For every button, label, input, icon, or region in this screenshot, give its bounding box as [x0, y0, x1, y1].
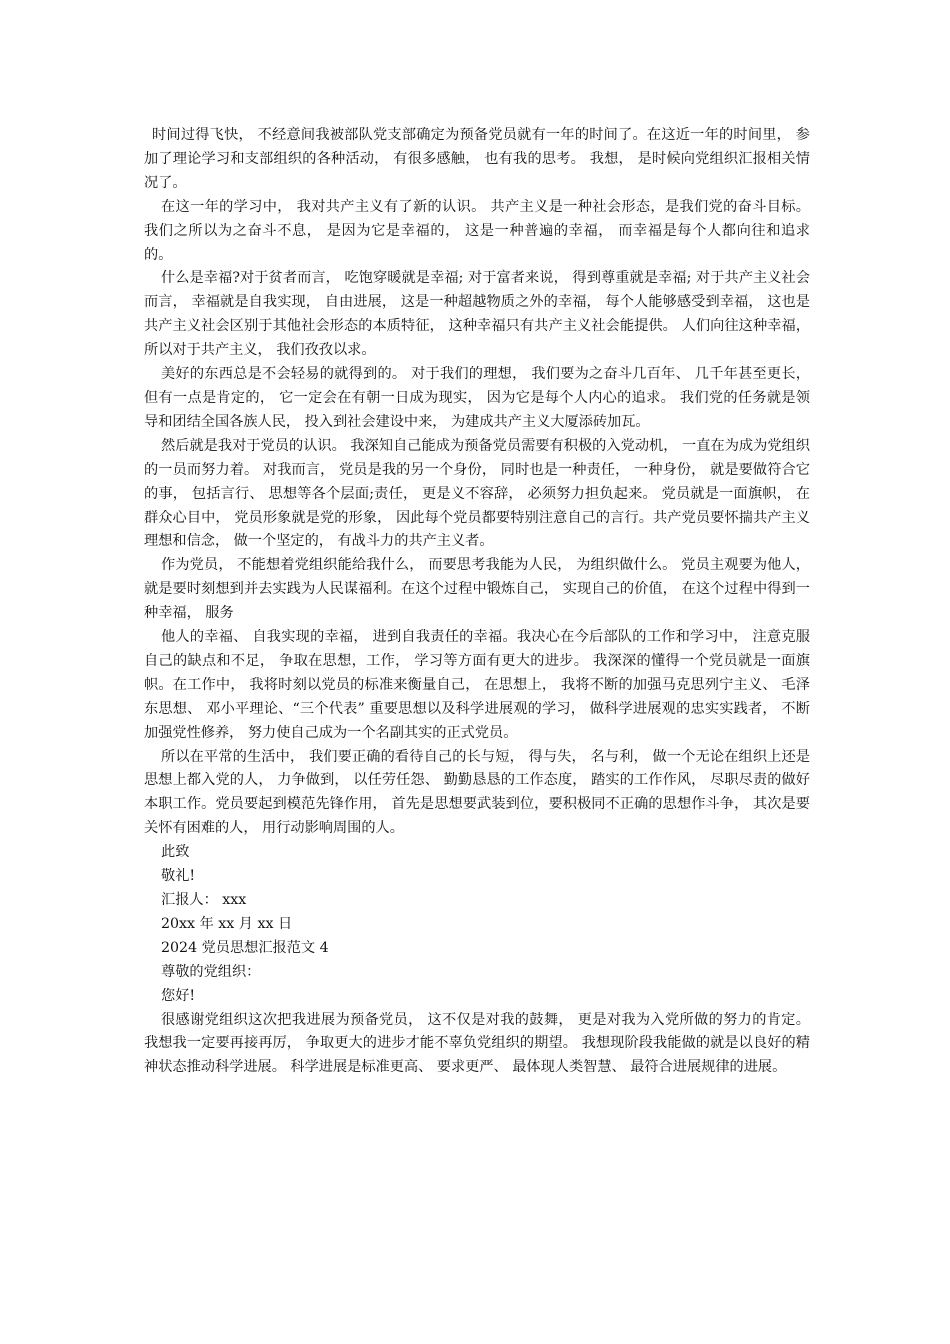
date-line: 20xx 年 xx 月 xx 日	[161, 915, 293, 932]
paragraph-communism: 在这一年的学习中， 我对共产主义有了新的认识。 共产主义是一种社会形态，是我们党的奋斗目标。 我们之所以为之奋斗不息， 是因为它是幸福的， 这是一种普遍的幸福， 而幸福是每个人都向往和追求的。	[144, 198, 810, 263]
paragraph-party-member: 然后就是我对于党员的认识。 我深知自己能成为预备党员需要有积极的入党动机， 一直在为成为党组织的一员而努力着。 对我而言， 党员是我的另一个身份， 同时也是一种责任， 一种身份， 就是要做符合它的事， 包括言行、 思想等各个层面;责任， 更是义不容辞， 必须努力担负起来。 党员就是一面旗帜， 在群众心目中， 党员形象就是党的形象， 因此每个党员都要特别注意自己的言行。共产党员要怀揣共产主义理想和信念， 做一个坚定的， 有战斗力的共产主义者。	[144, 437, 810, 550]
reporter-line: 汇报人： xxx	[161, 892, 247, 908]
paragraph-serve: 作为党员， 不能想着党组织能给我什么， 而要思考我能为人民， 为组织做什么。 党员主观要为他人， 就是要时刻想到并去实践为人民谋福利。在这个过程中锻炼自己， 实现自己的价值， 在这个过程中得到一种幸福， 服务	[144, 557, 810, 622]
paragraph-intro: 时间过得飞快， 不经意间我被部队党支部确定为预备党员就有一年的时间了。在这近一年的时间里， 参加了理论学习和支部组织的各种活动， 有很多感触， 也有我的思考。 我想， 是时候向党组织汇报相关情况了。	[144, 127, 810, 191]
paragraph-happiness: 什么是幸福?对于贫者而言， 吃饱穿暖就是幸福; 对于富者来说， 得到尊重就是幸福; 对于共产主义社会而言， 幸福就是自我实现， 自由进展， 这是一种超越物质之外的幸福， 每个人能够感受到幸福， 这也是共产主义社会区别于其他社会形态的本质特征， 这种幸福只有共产主义社会能提供。 人们向往这种幸福， 所以对于共产主义， 我们孜孜以求。	[144, 270, 810, 359]
closing-respect: 敬礼!	[161, 868, 196, 885]
paragraph-thanks: 很感谢党组织这次把我进展为预备党员， 这不仅是对我的鼓舞， 更是对我为入党所做的努力的肯定。 我想我一定要再接再厉， 争取更大的进步才能不辜负党组织的期望。 我想现阶段我能做的就是以良好的精神状态推动科学进展。 科学进展是标准更高、 要求更严、 最体现人类智慧、 最符合进展规律的进展。	[144, 1011, 810, 1076]
greeting-addressee: 尊敬的党组织：	[161, 963, 261, 980]
paragraph-ideal: 美好的东西总是不会轻易的就得到的。 对于我们的理想， 我们要为之奋斗几百年、 几千年甚至更长， 但有一点是肯定的， 它一定会在有朝一日成为现实， 因为它是每个人内心的追求。 我们党的任务就是领导和团结全国各族人民， 投入到社会建设中来， 为建成共产主义大厦添砖加瓦。	[144, 366, 810, 430]
paragraph-daily-life: 所以在平常的生活中， 我们要正确的看待自己的长与短， 得与失， 名与利， 做一个无论在组织上还是思想上都入党的人， 力争做到， 以任劳任怨、 勤勤恳恳的工作态度， 踏实的工作作风， 尽职尽责的做好本职工作。党员要起到模范先锋作用， 首先是思想要武装到位，要积极同不正确的思想作斗争， 其次是要关怀有困难的人， 用行动影响周围的人。	[144, 748, 810, 837]
document-body	[144, 124, 810, 1080]
section-title: 2024 党员思想汇报范文 4	[161, 939, 329, 956]
greeting-hello: 您好!	[161, 987, 196, 1004]
paragraph-resolve: 他人的幸福、 自我实现的幸福， 进到自我责任的幸福。我决心在今后部队的工作和学习中， 注意克服自己的缺点和不足， 争取在思想，工作， 学习等方面有更大的进步。 我深深的懂得一个党员就是一面旗帜。在工作中， 我将时刻以党员的标准来衡量自己， 在思想上， 我将不断的加强马克思列宁主义、 毛泽东思想、 邓小平理论、“三个代表” 重要思想以及科学进展观的学习， 做科学进展观的忠实实践者， 不断加强党性修养， 努力使自己成为一个名副其实的正式党员。	[144, 629, 810, 741]
closing-salutation: 此致	[161, 844, 190, 861]
